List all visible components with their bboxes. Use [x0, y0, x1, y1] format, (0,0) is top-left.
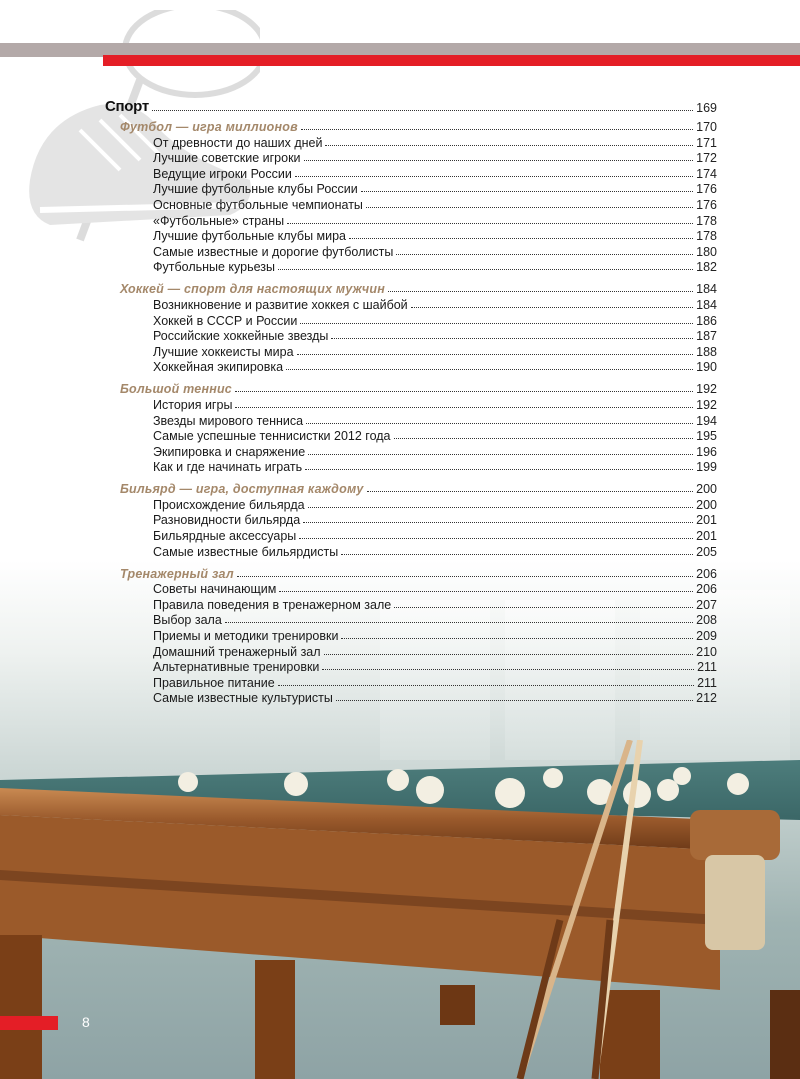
item-title: Лучшие советские игроки: [153, 151, 301, 166]
dot-leader: [279, 591, 693, 592]
item-title: Самые известные культуристы: [153, 691, 333, 706]
toc-section[interactable]: [105, 93, 717, 115]
dot-leader: [225, 622, 693, 623]
toc-item[interactable]: [105, 496, 717, 512]
item-page: 182: [696, 260, 717, 275]
section-page: 169: [696, 101, 717, 115]
item-title: «Футбольные» страны: [153, 213, 285, 228]
toc-item[interactable]: [105, 259, 717, 275]
toc-item[interactable]: [105, 359, 717, 375]
toc-item[interactable]: [105, 612, 717, 628]
item-page: 199: [696, 460, 717, 475]
dot-leader: [341, 554, 693, 555]
item-title: От древности до наших дней: [153, 135, 323, 150]
item-page: 211: [697, 660, 717, 675]
dot-leader: [299, 538, 693, 539]
item-page: 205: [696, 544, 717, 559]
chapter-page: 206: [696, 566, 717, 581]
item-title: Хоккейная экипировка: [153, 360, 284, 375]
dot-leader: [388, 291, 693, 292]
chapter-page: 170: [696, 120, 717, 134]
toc-item[interactable]: [105, 228, 717, 244]
dot-leader: [304, 160, 694, 161]
item-page: 196: [696, 444, 717, 459]
dot-leader: [306, 423, 693, 424]
header-red-bar: [103, 55, 800, 66]
toc-item[interactable]: [105, 328, 717, 344]
dot-leader: [305, 469, 693, 470]
item-page: 178: [696, 229, 717, 244]
toc-item[interactable]: [105, 181, 717, 197]
item-title: Домашний тренажерный зал: [153, 644, 321, 659]
item-page: 206: [696, 582, 717, 597]
dot-leader: [349, 238, 693, 239]
item-page: 180: [696, 244, 717, 259]
item-page: 186: [696, 313, 717, 328]
item-title: Разновидности бильярда: [153, 513, 301, 528]
item-title: Происхождение бильярда: [153, 497, 305, 512]
chapter-page: 192: [696, 382, 717, 397]
item-title: Возникновение и развитие хоккея с шайбой: [153, 297, 408, 312]
dot-leader: [367, 491, 694, 492]
toc-item[interactable]: [105, 196, 717, 212]
toc-item[interactable]: [105, 343, 717, 359]
item-title: Лучшие футбольные клубы мира: [153, 229, 347, 244]
item-page: 192: [696, 397, 717, 412]
dot-leader: [286, 369, 693, 370]
section-title: Спорт: [105, 98, 149, 115]
dot-leader: [300, 323, 693, 324]
dot-leader: [278, 269, 693, 270]
toc-item[interactable]: [105, 150, 717, 166]
item-page: 211: [697, 675, 717, 690]
dot-leader: [297, 354, 694, 355]
dot-leader: [324, 654, 694, 655]
toc-chapter[interactable]: [105, 118, 717, 134]
item-title: Правила поведения в тренажерном зале: [153, 597, 392, 612]
dot-leader: [308, 507, 694, 508]
chapter-title: Тренажерный зал: [120, 566, 234, 581]
item-title: Самые известные и дорогие футболисты: [153, 244, 394, 259]
toc-item[interactable]: [105, 428, 717, 444]
item-page: 174: [696, 166, 717, 181]
dot-leader: [336, 700, 693, 701]
item-title: Выбор зала: [153, 613, 222, 628]
toc-chapter[interactable]: [105, 380, 717, 396]
item-page: 171: [696, 135, 717, 150]
dot-leader: [341, 638, 693, 639]
item-title: Как и где начинать играть: [153, 460, 303, 475]
dot-leader: [295, 176, 693, 177]
page-number: 8: [82, 1014, 90, 1030]
item-title: Приемы и методики тренировки: [153, 629, 339, 644]
toc-item[interactable]: [105, 690, 717, 706]
item-title: Ведущие игроки России: [153, 166, 292, 181]
item-page: 195: [696, 429, 717, 444]
item-page: 208: [696, 613, 717, 628]
item-title: История игры: [153, 397, 233, 412]
dot-leader: [237, 576, 693, 577]
item-page: 188: [696, 344, 717, 359]
dot-leader: [152, 110, 693, 111]
dot-leader: [394, 607, 693, 608]
item-page: 207: [696, 597, 717, 612]
dot-leader: [287, 223, 693, 224]
toc-item[interactable]: [105, 212, 717, 228]
item-title: Экипировка и снаряжение: [153, 444, 306, 459]
toc-item[interactable]: [105, 396, 717, 412]
toc-item[interactable]: [105, 581, 717, 597]
chapter-title: Большой теннис: [120, 382, 232, 397]
dot-leader: [394, 438, 694, 439]
table-of-contents: [105, 93, 717, 705]
item-page: 194: [696, 413, 717, 428]
dot-leader: [396, 254, 693, 255]
item-title: Звезды мирового тенниса: [153, 413, 304, 428]
dot-leader: [322, 669, 694, 670]
dot-leader: [325, 145, 693, 146]
dot-leader: [331, 338, 693, 339]
item-page: 178: [696, 213, 717, 228]
billiard-table-illustration: [0, 740, 800, 1079]
dot-leader: [411, 307, 693, 308]
dot-leader: [361, 191, 693, 192]
toc-item[interactable]: [105, 134, 717, 150]
item-title: Российские хоккейные звезды: [153, 329, 329, 344]
item-page: 176: [696, 182, 717, 197]
dot-leader: [278, 685, 694, 686]
chapter-title: Футбол — игра миллионов: [120, 120, 298, 134]
item-page: 184: [696, 297, 717, 312]
item-page: 176: [696, 197, 717, 212]
toc-chapter[interactable]: [105, 280, 717, 296]
toc-chapter[interactable]: [105, 480, 717, 496]
toc-item[interactable]: [105, 412, 717, 428]
dot-leader: [235, 391, 693, 392]
footer-red-bar: [0, 1016, 58, 1030]
dot-leader: [303, 522, 693, 523]
dot-leader: [301, 129, 693, 130]
dot-leader: [235, 407, 693, 408]
item-page: 200: [696, 497, 717, 512]
toc-item[interactable]: [105, 443, 717, 459]
dot-leader: [308, 454, 693, 455]
toc-item[interactable]: [105, 627, 717, 643]
item-page: 210: [696, 644, 717, 659]
toc-item[interactable]: [105, 596, 717, 612]
item-title: Лучшие футбольные клубы России: [153, 182, 358, 197]
item-page: 201: [696, 513, 717, 528]
item-page: 187: [696, 329, 717, 344]
item-page: 209: [696, 629, 717, 644]
toc-item[interactable]: [105, 459, 717, 475]
item-page: 201: [696, 529, 717, 544]
toc-chapter[interactable]: [105, 565, 717, 581]
toc-item[interactable]: [105, 165, 717, 181]
item-title: Советы начинающим: [153, 582, 277, 597]
chapter-title: Хоккей — спорт для настоящих мужчин: [120, 282, 385, 297]
toc-item[interactable]: [105, 527, 717, 543]
toc-item[interactable]: [105, 659, 717, 675]
toc-item[interactable]: [105, 512, 717, 528]
chapter-title: Бильярд — игра, доступная каждому: [120, 482, 364, 497]
item-title: Хоккей в СССР и России: [153, 313, 298, 328]
toc-item[interactable]: [105, 296, 717, 312]
toc-item[interactable]: [105, 312, 717, 328]
toc-item[interactable]: [105, 543, 717, 559]
toc-item[interactable]: [105, 643, 717, 659]
dot-leader: [366, 207, 693, 208]
item-title: Правильное питание: [153, 675, 275, 690]
item-title: Футбольные курьезы: [153, 260, 276, 275]
item-title: Лучшие хоккеисты мира: [153, 344, 294, 359]
item-title: Самые успешные теннисистки 2012 года: [153, 429, 391, 444]
item-page: 172: [696, 151, 717, 166]
toc-item[interactable]: [105, 243, 717, 259]
toc-item[interactable]: [105, 674, 717, 690]
item-page: 212: [696, 691, 717, 706]
item-page: 190: [696, 360, 717, 375]
item-title: Альтернативные тренировки: [153, 660, 320, 675]
item-title: Основные футбольные чемпионаты: [153, 197, 363, 212]
chapter-page: 184: [696, 282, 717, 297]
item-title: Самые известные бильярдисты: [153, 544, 339, 559]
item-title: Бильярдные аксессуары: [153, 529, 297, 544]
chapter-page: 200: [696, 482, 717, 497]
